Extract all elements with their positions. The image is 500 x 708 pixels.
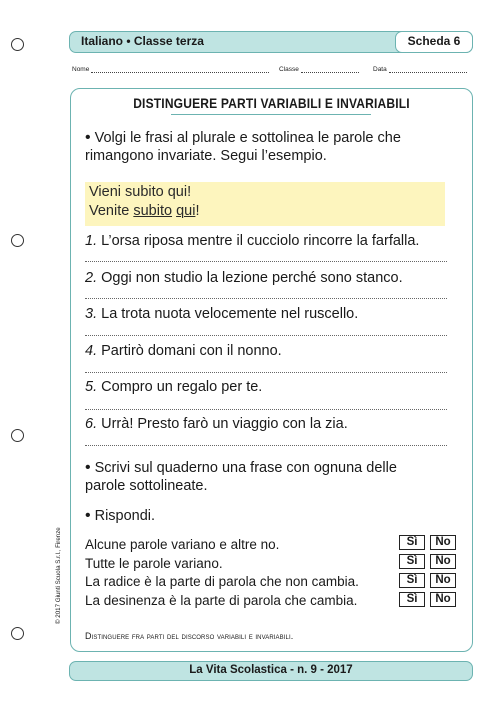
binder-hole: [11, 234, 24, 247]
binder-hole: [11, 38, 24, 51]
yes-no-choice: [399, 573, 456, 588]
binder-hole: [11, 429, 24, 442]
no-box[interactable]: No: [430, 573, 456, 588]
instruction-2: • Scrivi sul quaderno una frase con ognuna delle parole sottolineate.: [85, 459, 397, 494]
answer-line[interactable]: [85, 372, 447, 373]
answer-line[interactable]: [85, 335, 447, 336]
header-bar: [69, 31, 473, 53]
yes-no-choice: [399, 592, 456, 607]
sheet-label: Scheda 6: [407, 34, 461, 48]
name-field[interactable]: [72, 66, 269, 73]
no-box[interactable]: No: [430, 535, 456, 550]
exercise-item: 3. La trota nuota velocemente nel ruscello.: [85, 306, 359, 322]
question-row: La desinenza è la parte di parola che cambia.: [85, 593, 358, 608]
answer-line[interactable]: [85, 409, 447, 410]
exercise-item: 2. Oggi non studio la lezione perché sono stanco.: [85, 270, 403, 286]
example-line-2: Venite subito qui!: [89, 203, 200, 219]
no-box[interactable]: No: [430, 592, 456, 607]
question-row: Tutte le parole variano.: [85, 556, 223, 571]
question-row: La radice è la parte di parola che non cambia.: [85, 574, 359, 589]
title-underline: [171, 114, 371, 115]
instruction-1: • Volgi le frasi al plurale e sottolinea le parole che rimangono invariate. Segui l’esempio.: [85, 129, 401, 164]
worksheet-title: DISTINGUERE PARTI VARIABILI E INVARIABILI: [133, 95, 410, 111]
footnote: Distinguere fra parti del discorso variabili e invariabili.: [85, 631, 294, 641]
yes-box[interactable]: Sì: [399, 592, 425, 607]
yes-box[interactable]: Sì: [399, 535, 425, 550]
copyright-note: © 2017 Giunti Scuola S.r.l., Firenze: [55, 527, 62, 624]
date-field[interactable]: [373, 66, 467, 73]
yes-no-choice: [399, 554, 456, 569]
answer-line[interactable]: [85, 298, 447, 299]
instruction-3: • Rispondi.: [85, 507, 156, 524]
yes-box[interactable]: Sì: [399, 554, 425, 569]
example-line-1: Vieni subito qui!: [89, 184, 192, 200]
question-row: Alcune parole variano e altre no.: [85, 537, 280, 552]
class-field[interactable]: [279, 66, 359, 73]
name-label: Nome: [72, 66, 90, 73]
exercise-item: 4. Partirò domani con il nonno.: [85, 343, 282, 359]
exercise-item: 1. L’orsa riposa mentre il cucciolo rincorre la farfalla.: [85, 233, 420, 249]
class-label: Classe: [279, 66, 299, 73]
bullet-icon: •: [85, 129, 91, 146]
date-label: Data: [373, 66, 387, 73]
footer-label: La Vita Scolastica - n. 9 - 2017: [189, 664, 353, 676]
yes-no-choice: [399, 535, 456, 550]
answer-line[interactable]: [85, 261, 447, 262]
footer-bar: [69, 661, 473, 681]
exercise-item: 5. Compro un regalo per te.: [85, 379, 263, 395]
bullet-icon: •: [85, 459, 91, 476]
sheet-badge: [395, 31, 473, 53]
yes-box[interactable]: Sì: [399, 573, 425, 588]
no-box[interactable]: No: [430, 554, 456, 569]
worksheet-frame: [70, 88, 473, 652]
exercise-item: 6. Urrà! Presto farò un viaggio con la zia.: [85, 416, 348, 432]
subject-label: Italiano • Classe terza: [81, 34, 204, 48]
example-box: [85, 182, 445, 226]
bullet-icon: •: [85, 507, 91, 524]
answer-line[interactable]: [85, 445, 447, 446]
binder-hole: [11, 627, 24, 640]
